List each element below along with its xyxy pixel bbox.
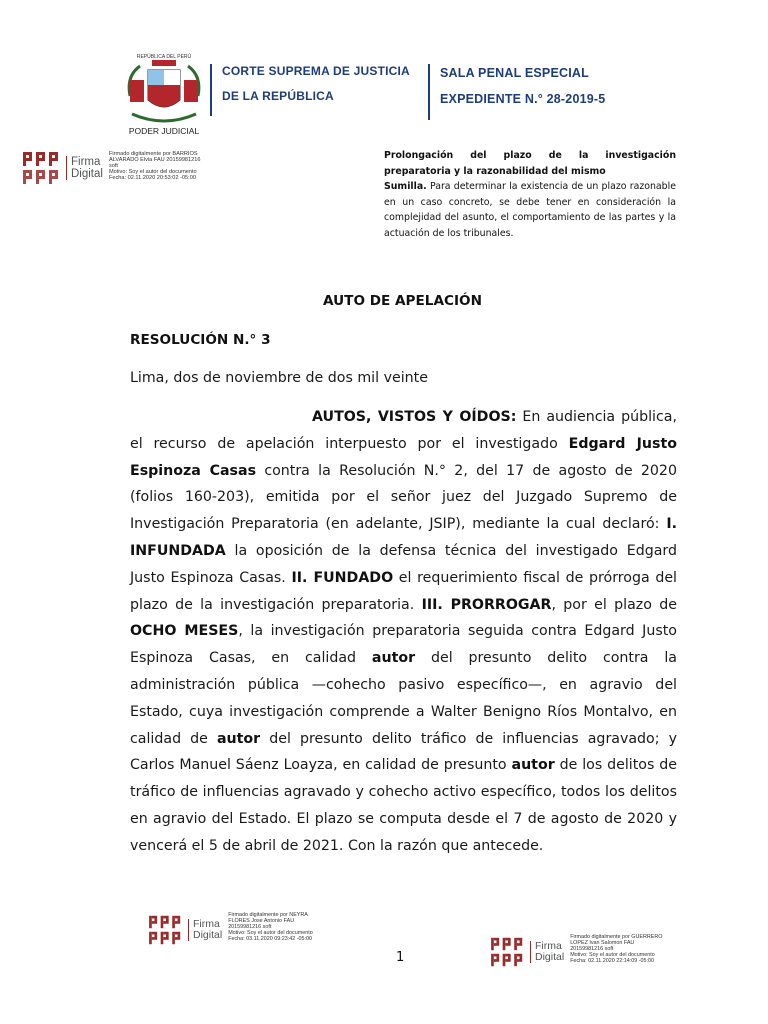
bold-text-segment: OCHO MESES	[130, 623, 239, 640]
text-segment: de los delitos de tráfico de influencias agravado y cohecho activo específico, todos los delitos en agravio del Estado. El plazo se computa desde el 7 de agosto de 2020 y vencerá el 5 de abril de 2021. Con la razón que antecede.	[130, 757, 677, 854]
sumilla-label: Sumilla.	[384, 181, 427, 192]
bold-text-segment: autor	[371, 650, 416, 667]
poder-judicial-seal	[118, 56, 210, 138]
digital-signature-stamp	[490, 936, 662, 968]
main-paragraph	[130, 404, 677, 860]
signature-details: Firmado digitalmente por GUERRERO LOPEZ Ivan Salomon FAU 20159981216 soft Motivo: Soy el autor del documento Fecha: 02.11.2020 22:14:09 -05:00	[570, 934, 663, 964]
bold-text-segment: III. PRORROGAR	[421, 596, 552, 613]
bold-text-segment: autor	[511, 757, 555, 774]
court-name-line2: DE LA REPÚBLICA	[222, 89, 334, 103]
signature-details: Firmado digitalmente por BARRIOS ALVARADO Elvia FAU 20159981216 soft Motivo: Soy el autor del documento Fecha: 02.11.2020 20:53:02 -05:00	[108, 150, 201, 182]
document-title: AUTO DE APELACIÓN	[323, 293, 482, 309]
bold-text-segment: autor	[216, 730, 261, 747]
court-name-line1: CORTE SUPREMA DE JUSTICIA	[222, 64, 410, 78]
bold-text-segment: I. INFUNDADA	[130, 516, 677, 559]
text-segment: En audiencia pública, el recurso de apelación interpuesto por el investigado	[130, 409, 677, 452]
text-segment: del presunto delito tráfico de influencias agravado; y Carlos Manuel Sáenz Loayza, en calidad de presunto	[130, 730, 677, 774]
firma-digital-logo-icon	[22, 150, 103, 186]
digital-label: Digital	[535, 951, 565, 963]
sala-name: SALA PENAL ESPECIAL	[440, 66, 589, 80]
header-divider-right	[428, 64, 430, 120]
text-segment: , la investigación preparatoria seguida contra Edgard Justo Espinoza Casas, en calidad	[130, 623, 677, 667]
firma-label: Firma	[193, 917, 220, 930]
seal-top-text: REPÚBLICA DEL PERÚ	[136, 54, 192, 60]
text-segment: la oposición de la defensa técnica del investigado Edgard Justo Espinoza Casas.	[130, 542, 677, 586]
text-segment: contra la Resolución N.° 2, del 17 de agosto de 2020 (folios 160-203), emitida por el señor juez del Juzgado Supremo de Investigación Preparatoria (en adelante, JSIP), mediante la cual declaró:	[130, 462, 677, 533]
resolution-number: RESOLUCIÓN N.° 3	[130, 332, 271, 348]
bold-text-segment: II. FUNDADO	[291, 569, 394, 586]
firma-label: Firma	[71, 155, 101, 168]
digital-label: Digital	[71, 168, 103, 180]
digital-signature-stamp	[22, 150, 201, 186]
firma-digital-logo-icon	[490, 936, 564, 968]
firma-label: Firma	[535, 939, 562, 952]
bold-text-segment: Edgard Justo Espinoza Casas	[130, 435, 677, 479]
seal-bottom-text: PODER JUDICIAL	[128, 126, 200, 136]
digital-signature-stamp	[148, 914, 313, 946]
bold-text-segment: AUTOS, VISTOS Y OÍDOS:	[312, 409, 517, 425]
signature-details: Firmado digitalmente por NEYRA FLORES Jose Antonio FAU 20159981216 soft Motivo: Soy el autor del documento Fecha: 03.11.2020 09:23:42 -05:00	[228, 912, 313, 942]
text-segment: del presunto delito contra la administración pública —cohecho pasivo específico—, en agravio del Estado, cuya investigación comprende a Walter Benigno Ríos Montalvo, en calidad de	[130, 650, 677, 747]
place-and-date: Lima, dos de noviembre de dos mil veinte	[130, 370, 428, 386]
firma-digital-logo-icon	[148, 914, 222, 946]
summary-title: Prolongación del plazo de la investigación preparatoria y la razonabilidad del mismo	[384, 150, 676, 177]
page-number: 1	[396, 950, 405, 965]
expediente-number: EXPEDIENTE N.° 28-2019-5	[440, 92, 606, 106]
case-summary	[384, 148, 676, 241]
header-divider-left	[210, 64, 212, 116]
sumilla-text: Para determinar la existencia de un plazo razonable en un caso concreto, se debe tener en consideración la complejidad del asunto, el comportamiento de las partes y la actuación de los tribunales.	[384, 181, 676, 239]
text-segment: , por el plazo de	[551, 596, 677, 613]
sumilla	[384, 179, 676, 241]
text-segment: el requerimiento fiscal de prórroga del plazo de la investigación preparatoria.	[130, 569, 677, 613]
digital-label: Digital	[193, 929, 223, 941]
